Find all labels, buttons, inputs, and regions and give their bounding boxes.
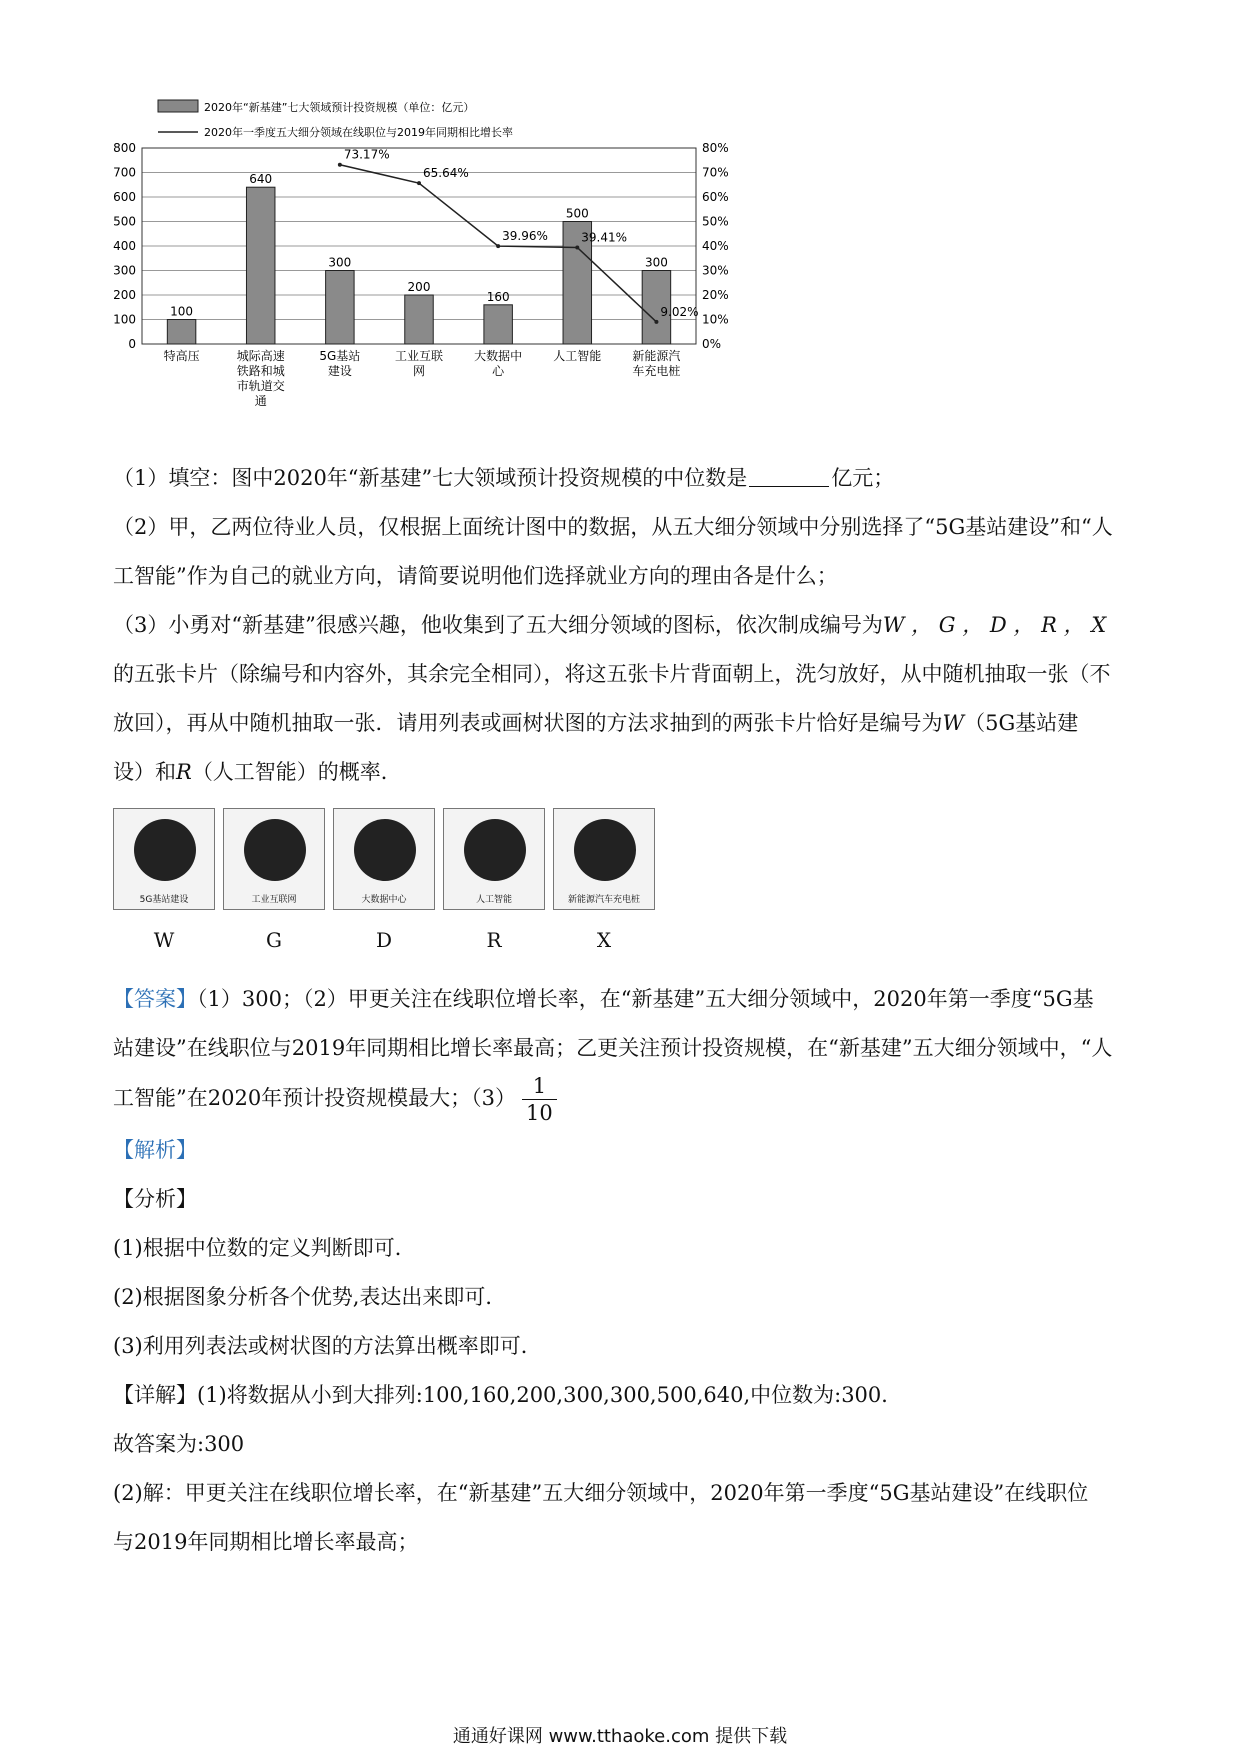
y-right-tick-label: 80% [702,141,729,155]
question-block [113,454,1133,797]
question-3-line-4: 设）和R（人工智能）的概率． [113,760,402,784]
bar [167,320,195,345]
detail-1: 【详解】(1)将数据从小到大排列:100,160,200,300,300,500,640,中位数为:300． [113,1383,903,1407]
card-letter: D [375,928,393,952]
x-category-label: 人工智能 [553,349,602,363]
growth-rate-point [338,163,342,167]
legend-bar-label: 2020年“新基建”七大领域预计投资规模（单位：亿元） [204,101,475,114]
growth-rate-point [417,181,421,185]
bar-value-label: 640 [249,172,273,187]
y-left-tick-label: 200 [113,288,136,302]
bar [246,187,274,344]
y-left-tick-label: 300 [113,263,136,278]
question-2-line-2: 工智能”作为自己的就业方向，请简要说明他们选择就业方向的理由各是什么； [113,564,838,588]
x-category-label: 铁路和城 [236,364,285,378]
growth-rate-point [654,320,658,324]
y-right-tick-label: 20% [702,288,729,302]
analysis-3: (3)利用列表法或树状图的方法算出概率即可． [113,1334,542,1358]
growth-rate-label: 65.64% [423,166,469,181]
growth-rate-label: 39.41% [581,230,628,245]
factory-icon [244,819,306,881]
growth-rate-point [575,245,579,249]
y-right-tick-label: 50% [702,214,729,229]
bar [326,271,354,345]
card-letter: R [486,928,502,952]
y-left-tick-label: 100 [113,312,136,327]
card-strip [113,808,663,910]
card-letter: W [153,928,175,952]
card-letter: G [266,928,282,952]
answer-tag: 【答案】 [113,987,197,1011]
card-letter: X [596,928,612,952]
growth-rate-label: 39.96% [502,229,548,244]
x-category-label: 市轨道交 [236,379,285,393]
y-left-tick-label: 600 [113,190,136,204]
analysis-tag: 【解析】 [113,1138,197,1162]
cloud-icon [354,819,416,881]
card-w: 5G基站建设 [113,808,215,910]
x-category-label: 通 [254,394,267,408]
analysis-2: (2)根据图象分析各个优势,表达出来即可． [113,1285,507,1309]
robot-head-icon [464,819,526,881]
answer-block [113,975,1133,1567]
x-category-label: 网 [412,364,426,378]
y-left-tick-label: 400 [113,239,136,253]
detail-2: 故答案为:300 [113,1432,245,1456]
analysis-1: (1)根据中位数的定义判断即可． [113,1236,416,1260]
bar-value-label: 500 [565,206,589,221]
x-category-label: 工业互联 [394,349,444,363]
y-right-tick-label: 10% [702,312,729,327]
y-right-tick-label: 30% [702,263,729,278]
analysis-heading: 【分析】 [113,1187,197,1211]
bar-value-label: 160 [486,289,510,304]
card-d: 大数据中心 [333,808,435,910]
y-left-tick-label: 500 [113,214,136,229]
y-right-tick-label: 60% [702,190,729,204]
signal-tower-icon [134,819,196,881]
y-left-tick-label: 700 [113,165,136,180]
legend-line-label: 2020年一季度五大细分领域在线职位与2019年同期相比增长率 [204,126,513,139]
detail-4: 与2019年同期相比增长率最高； [113,1530,419,1554]
growth-rate-label: 9.02% [660,304,699,319]
y-right-tick-label: 0% [702,337,722,351]
bar [405,295,433,344]
y-right-tick-label: 40% [702,239,729,253]
question-2-line-1: （2）甲，乙两位待业人员，仅根据上面统计图中的数据，从五大细分领域中分别选择了“5G基站建设”和“人 [113,515,1113,539]
x-category-label: 5G基站 [319,349,361,363]
answer-line-3: 工智能”在2020年预计投资规模最大；（3） $\frac{1}{10}$ [113,1073,1133,1126]
card-g: 工业互联网 [223,808,325,910]
question-3-line-3: 放回），再从中随机抽取一张．请用列表或画树状图的方法求抽到的两张卡片恰好是编号为W（5G基站建 [113,711,1079,735]
legend-bar-swatch [158,100,198,112]
x-category-label: 车充电桩 [632,364,681,378]
growth-rate-point [496,244,500,248]
question-3-line-1: （3）小勇对“新基建”很感兴趣，他收集到了五大细分领域的图标，依次制成编号为W ， G ， D ， R ， X [113,613,1107,637]
x-category-label: 心 [492,364,505,378]
x-category-label: 特高压 [163,349,200,363]
chart-svg [100,98,740,450]
charger-icon [574,819,636,881]
bar [484,305,512,344]
card-r: 人工智能 [443,808,545,910]
bar-value-label: 100 [170,304,194,319]
bar-value-label: 200 [407,280,431,294]
y-left-tick-label: 800 [113,141,136,155]
page-footer: 通通好课网 www.tthaoke.com 提供下载 [452,1726,788,1747]
y-right-tick-label: 70% [702,165,729,180]
question-3-line-2: 的五张卡片（除编号和内容外，其余完全相同），将这五张卡片背面朝上，洗匀放好，从中随机抽取一张（不 [113,662,1111,686]
bar-value-label: 300 [644,255,668,270]
combo-chart [100,98,740,450]
x-category-label: 新能源汽 [632,349,681,363]
answer-line-1: 【答案】（1）300；（2）甲更关注在线职位增长率，在“新基建”五大细分领域中，2020年第一季度“5G基 [113,987,1094,1011]
x-category-label: 大数据中 [474,349,523,363]
bar-value-label: 300 [328,255,352,270]
answer-blank [749,464,829,487]
detail-3: (2)解：甲更关注在线职位增长率，在“新基建”五大细分领域中，2020年第一季度“5G基站建设”在线职位 [113,1481,1089,1505]
card-letters [113,928,663,958]
growth-rate-label: 73.17% [343,147,390,162]
x-category-label: 城际高速 [236,349,285,363]
answer-line-2: 站建设”在线职位与2019年同期相比增长率最高；乙更关注预计投资规模，在“新基建”五大细分领域中，“人 [113,1036,1113,1060]
fraction: $\frac{1}{10}$ [522,1073,557,1126]
card-x: 新能源汽车充电桩 [553,808,655,910]
x-category-label: 建设 [327,364,352,378]
question-1: （1）填空：图中2020年“新基建”七大领域预计投资规模的中位数是 亿元； [113,466,895,490]
y-left-tick-label: 0 [128,337,136,351]
